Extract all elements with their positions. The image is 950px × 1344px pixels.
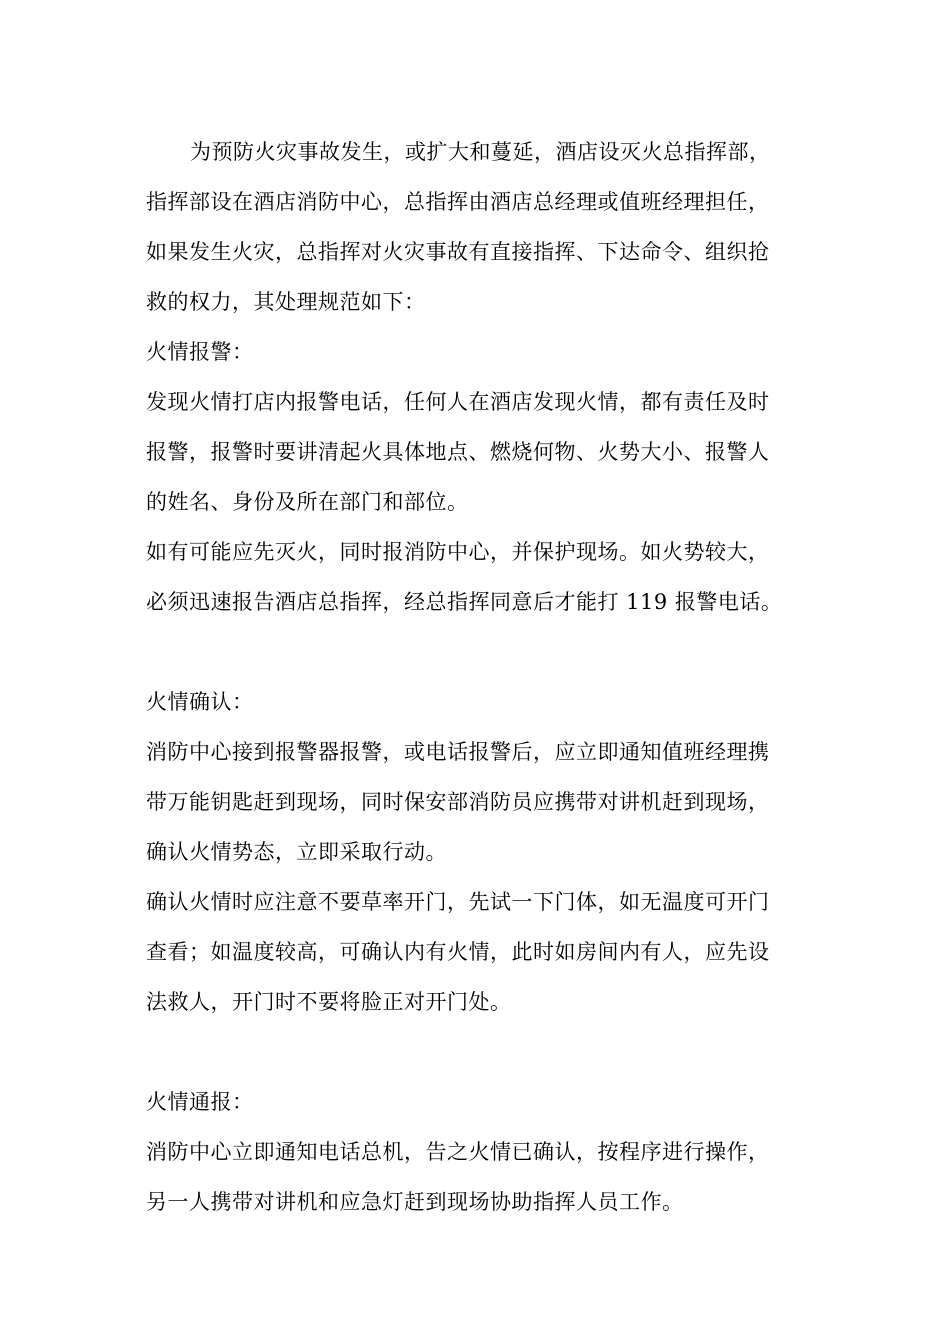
intro-line-4: 救的权力，其处理规范如下： (146, 290, 426, 314)
section-heading-fire-alarm: 火情报警： (146, 340, 254, 364)
section-heading-fire-confirm: 火情确认： (146, 690, 254, 714)
alarm-line-4: 如有可能应先灭火，同时报消防中心，并保护现场。如火势较大， (146, 540, 770, 564)
intro-line-2: 指挥部设在酒店消防中心，总指挥由酒店总经理或值班经理担任， (146, 190, 770, 214)
intro-line-1: 为预防火灾事故发生，或扩大和蔓延，酒店设灭火总指挥部， (190, 140, 771, 164)
intro-line-3: 如果发生火灾，总指挥对火灾事故有直接指挥、下达命令、组织抢 (146, 240, 770, 264)
confirm-line-6: 法救人，开门时不要将脸正对开门处。 (146, 990, 512, 1014)
confirm-line-4: 确认火情时应注意不要草率开门，先试一下门体，如无温度可开门 (146, 890, 770, 914)
confirm-line-1: 消防中心接到报警器报警，或电话报警后，应立即通知值班经理携 (146, 740, 770, 764)
notify-line-2: 另一人携带对讲机和应急灯赶到现场协助指挥人员工作。 (146, 1190, 684, 1214)
confirm-line-2: 带万能钥匙赶到现场，同时保安部消防员应携带对讲机赶到现场， (146, 790, 770, 814)
confirm-line-5: 查看；如温度较高，可确认内有火情，此时如房间内有人，应先设 (146, 940, 770, 964)
alarm-line-1: 发现火情打店内报警电话，任何人在酒店发现火情，都有责任及时 (146, 390, 770, 414)
alarm-line-5: 必须迅速报告酒店总指挥，经总指挥同意后才能打 119 报警电话。 (146, 590, 783, 614)
alarm-line-3: 的姓名、身份及所在部门和部位。 (146, 490, 469, 514)
section-heading-fire-notify: 火情通报： (146, 1090, 254, 1114)
alarm-line-2: 报警，报警时要讲清起火具体地点、燃烧何物、火势大小、报警人 (146, 440, 770, 464)
notify-line-1: 消防中心立即通知电话总机，告之火情已确认，按程序进行操作， (146, 1140, 770, 1164)
confirm-line-3: 确认火情势态，立即采取行动。 (146, 840, 447, 864)
